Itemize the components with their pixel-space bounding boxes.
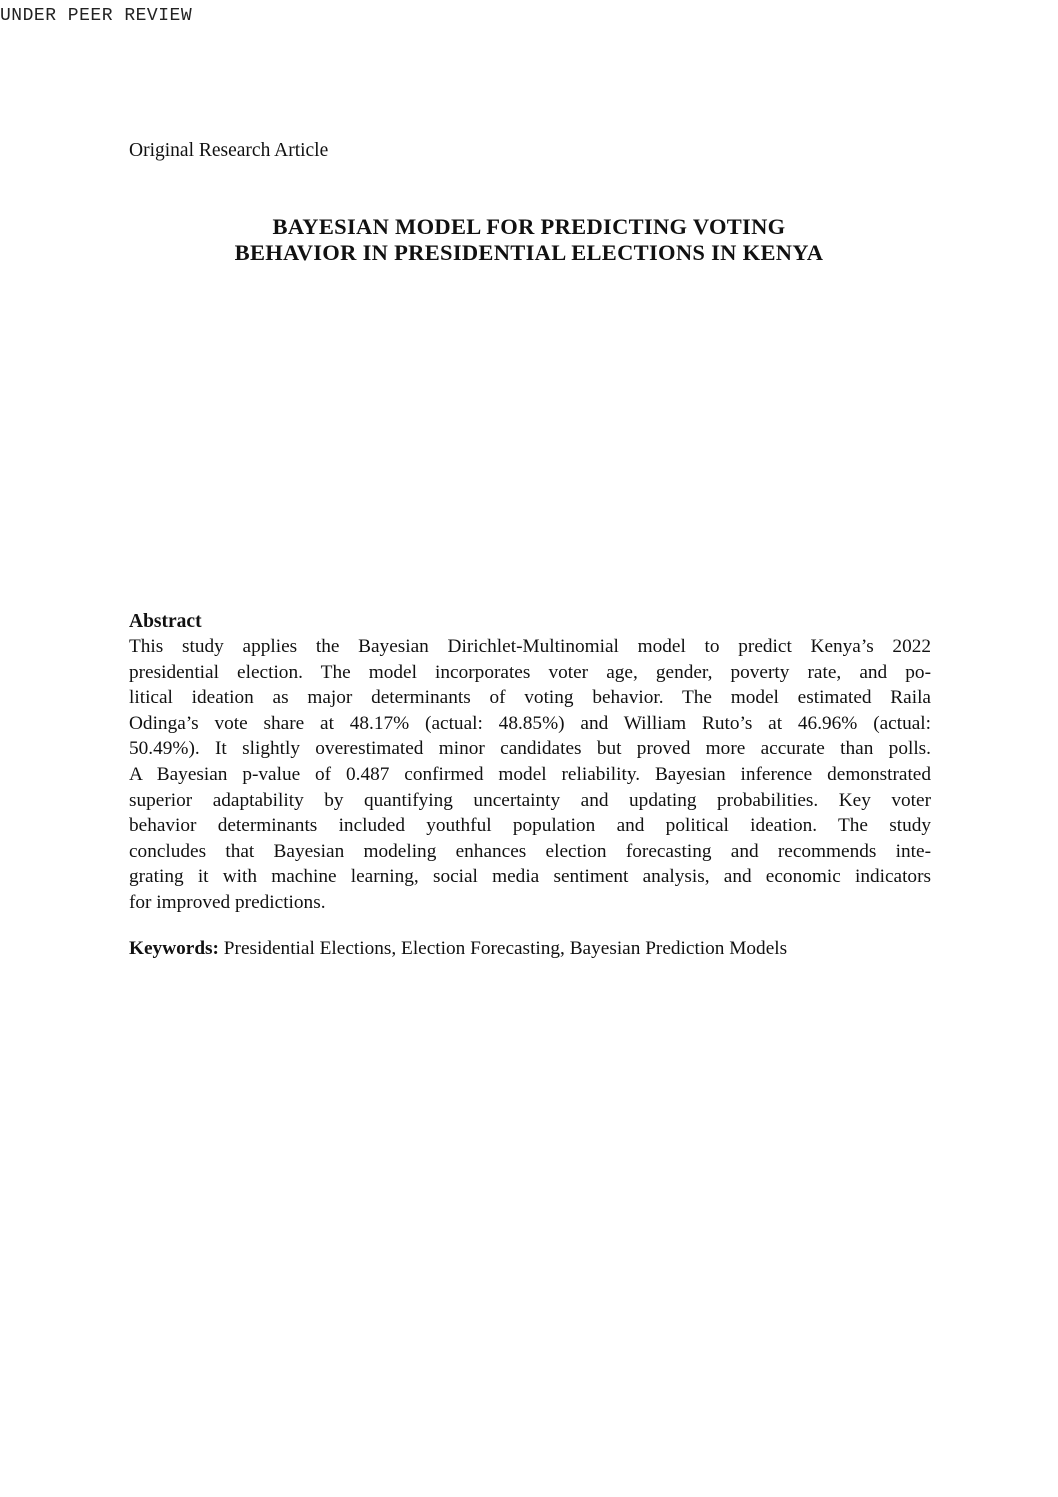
abstract-line: A Bayesian p-value of 0.487 confirmed model reliability. Bayesian inference demonstrated	[129, 763, 931, 785]
abstract-line: superior adaptability by quantifying uncertainty and updating probabilities. Key voter	[129, 789, 931, 811]
abstract-line: concludes that Bayesian modeling enhances election forecasting and recommends inte-	[129, 840, 931, 862]
abstract-line: presidential election. The model incorporates voter age, gender, poverty rate, and po-	[129, 661, 931, 683]
abstract-line: 50.49%). It slightly overestimated minor candidates but proved more accurate than polls.	[129, 738, 931, 760]
keywords-label: Keywords:	[129, 938, 219, 959]
title-line: BAYESIAN MODEL FOR PREDICTING VOTING	[272, 214, 786, 239]
peer-review-watermark: UNDER PEER REVIEW	[0, 6, 193, 26]
abstract-line: This study applies the Bayesian Dirichlet-Multinomial model to predict Kenya’s 2022	[129, 636, 931, 657]
abstract-line: Odinga’s vote share at 48.17% (actual: 48.85%) and William Ruto’s at 46.96% (actual:	[129, 712, 931, 734]
keywords-text: Presidential Elections, Election Forecasting, Bayesian Prediction Models	[223, 938, 788, 959]
article-type-label: Original Research Article	[129, 140, 329, 161]
title-line: BEHAVIOR IN PRESIDENTIAL ELECTIONS IN KENYA	[234, 240, 824, 265]
paper-title	[0, 214, 1058, 266]
abstract-line: for improved predictions.	[129, 891, 326, 913]
abstract-line: grating it with machine learning, social media sentiment analysis, and economic indicators	[129, 866, 931, 888]
abstract-line: litical ideation as major determinants of voting behavior. The model estimated Raila	[129, 687, 931, 709]
abstract-body	[129, 634, 931, 916]
abstract-line: behavior determinants included youthful population and political ideation. The study	[129, 815, 931, 837]
keywords-section	[129, 936, 787, 961]
abstract-heading: Abstract	[129, 611, 202, 632]
abstract-section	[129, 609, 931, 916]
